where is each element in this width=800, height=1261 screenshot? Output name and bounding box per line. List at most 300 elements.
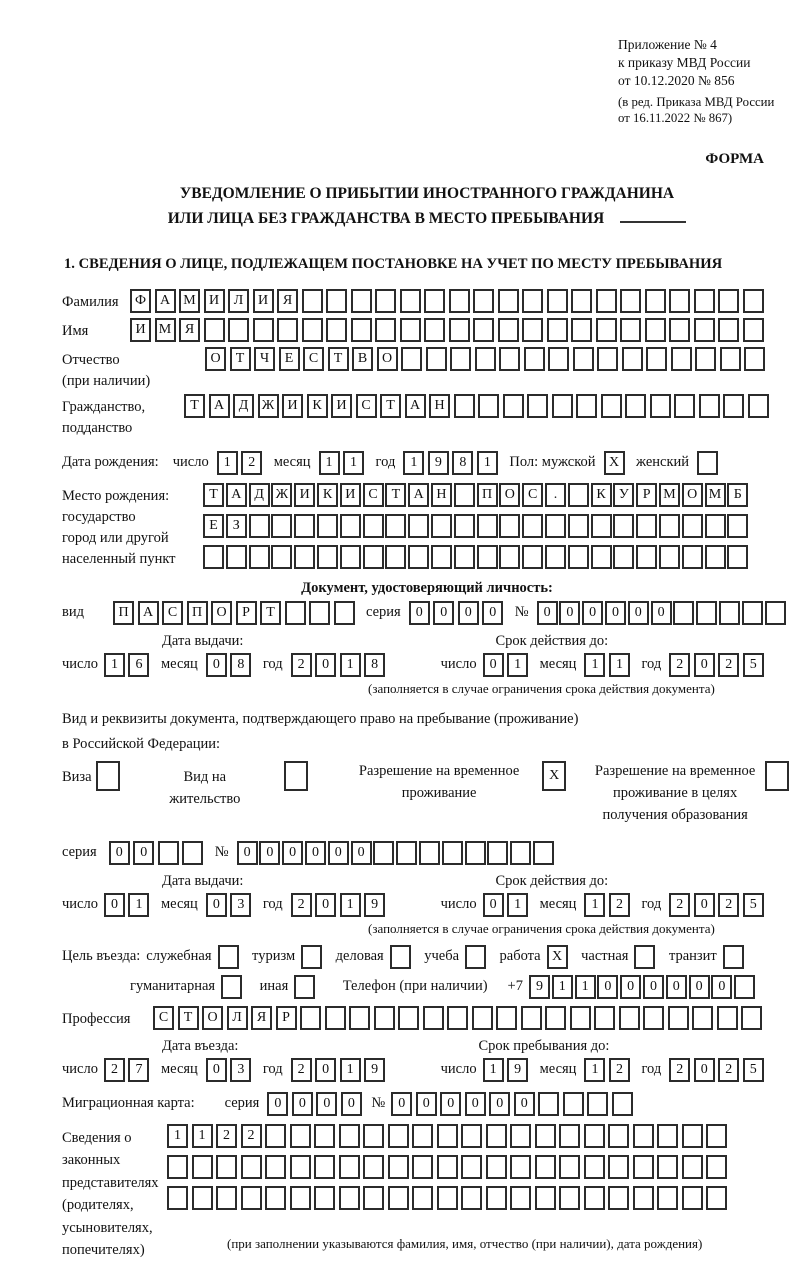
char-cell[interactable] — [349, 1006, 370, 1030]
char-cell[interactable] — [576, 394, 597, 418]
char-cell[interactable]: 0 — [104, 893, 125, 917]
char-cell[interactable] — [461, 1186, 482, 1210]
char-cell[interactable] — [619, 1006, 640, 1030]
purpose-study-checkbox[interactable] — [465, 945, 486, 969]
char-cell[interactable] — [396, 841, 417, 865]
char-cell[interactable] — [742, 601, 763, 625]
char-cell[interactable]: 0 — [689, 975, 710, 999]
char-cell[interactable] — [447, 1006, 468, 1030]
char-cell[interactable] — [454, 483, 475, 507]
char-cell[interactable] — [706, 1186, 727, 1210]
char-cell[interactable] — [659, 545, 680, 569]
char-cell[interactable] — [674, 394, 695, 418]
char-cell[interactable] — [545, 545, 566, 569]
char-cell[interactable] — [571, 289, 592, 313]
char-cell[interactable] — [596, 318, 617, 342]
char-cell[interactable] — [673, 601, 694, 625]
purpose-private-checkbox[interactable] — [634, 945, 655, 969]
char-cell[interactable] — [241, 1186, 262, 1210]
char-cell[interactable]: 0 — [282, 841, 303, 865]
char-cell[interactable]: И — [282, 394, 303, 418]
char-cell[interactable] — [657, 1186, 678, 1210]
char-cell[interactable] — [442, 841, 463, 865]
char-cell[interactable]: 1 — [609, 653, 630, 677]
char-cell[interactable] — [449, 289, 470, 313]
char-cell[interactable] — [510, 1124, 531, 1148]
char-cell[interactable] — [657, 1155, 678, 1179]
char-cell[interactable]: 1 — [192, 1124, 213, 1148]
char-cell[interactable] — [477, 514, 498, 538]
char-cell[interactable] — [625, 394, 646, 418]
char-cell[interactable] — [620, 318, 641, 342]
char-cell[interactable]: М — [705, 483, 726, 507]
char-cell[interactable]: 0 — [465, 1092, 486, 1116]
char-cell[interactable]: С — [162, 601, 183, 625]
char-cell[interactable]: 0 — [206, 1058, 227, 1082]
char-cell[interactable] — [643, 1006, 664, 1030]
char-cell[interactable] — [533, 841, 554, 865]
char-cell[interactable]: Т — [178, 1006, 199, 1030]
char-cell[interactable] — [682, 545, 703, 569]
char-cell[interactable] — [398, 1006, 419, 1030]
char-cell[interactable] — [522, 318, 543, 342]
char-cell[interactable]: 0 — [694, 1058, 715, 1082]
char-cell[interactable]: И — [204, 289, 225, 313]
char-cell[interactable] — [487, 841, 508, 865]
char-cell[interactable] — [748, 394, 769, 418]
char-cell[interactable]: 2 — [241, 1124, 262, 1148]
char-cell[interactable] — [375, 289, 396, 313]
char-cell[interactable] — [522, 545, 543, 569]
char-cell[interactable] — [478, 394, 499, 418]
char-cell[interactable]: 2 — [669, 653, 690, 677]
char-cell[interactable]: 0 — [259, 841, 280, 865]
char-cell[interactable]: Д — [233, 394, 254, 418]
char-cell[interactable] — [326, 318, 347, 342]
char-cell[interactable] — [584, 1155, 605, 1179]
char-cell[interactable] — [226, 545, 247, 569]
char-cell[interactable]: 8 — [230, 653, 251, 677]
char-cell[interactable]: 7 — [128, 1058, 149, 1082]
char-cell[interactable]: Н — [431, 483, 452, 507]
char-cell[interactable]: Р — [276, 1006, 297, 1030]
char-cell[interactable] — [545, 1006, 566, 1030]
char-cell[interactable]: О — [211, 601, 232, 625]
char-cell[interactable]: 1 — [319, 451, 340, 475]
char-cell[interactable]: Б — [727, 483, 748, 507]
char-cell[interactable] — [249, 514, 270, 538]
char-cell[interactable]: Т — [385, 483, 406, 507]
char-cell[interactable] — [612, 1092, 633, 1116]
char-cell[interactable] — [657, 1124, 678, 1148]
char-cell[interactable] — [203, 545, 224, 569]
char-cell[interactable] — [527, 394, 548, 418]
char-cell[interactable] — [388, 1155, 409, 1179]
char-cell[interactable] — [339, 1124, 360, 1148]
char-cell[interactable] — [437, 1124, 458, 1148]
char-cell[interactable] — [265, 1186, 286, 1210]
char-cell[interactable]: 0 — [206, 893, 227, 917]
char-cell[interactable] — [547, 289, 568, 313]
char-cell[interactable]: 1 — [403, 451, 424, 475]
char-cell[interactable] — [294, 545, 315, 569]
char-cell[interactable] — [408, 514, 429, 538]
char-cell[interactable]: 0 — [559, 601, 580, 625]
char-cell[interactable]: 1 — [552, 975, 573, 999]
char-cell[interactable]: 0 — [440, 1092, 461, 1116]
char-cell[interactable]: О — [377, 347, 398, 371]
char-cell[interactable]: 0 — [315, 1058, 336, 1082]
char-cell[interactable]: Т — [184, 394, 205, 418]
temp-residence-edu-checkbox[interactable] — [765, 761, 789, 791]
char-cell[interactable]: 1 — [340, 1058, 361, 1082]
char-cell[interactable]: М — [179, 289, 200, 313]
char-cell[interactable] — [412, 1155, 433, 1179]
char-cell[interactable] — [216, 1155, 237, 1179]
char-cell[interactable]: О — [682, 483, 703, 507]
char-cell[interactable] — [524, 347, 545, 371]
char-cell[interactable] — [290, 1186, 311, 1210]
char-cell[interactable] — [510, 1186, 531, 1210]
char-cell[interactable] — [265, 1124, 286, 1148]
char-cell[interactable]: 9 — [529, 975, 550, 999]
char-cell[interactable] — [228, 318, 249, 342]
char-cell[interactable] — [682, 1124, 703, 1148]
char-cell[interactable]: 0 — [514, 1092, 535, 1116]
char-cell[interactable] — [594, 1006, 615, 1030]
char-cell[interactable] — [744, 347, 765, 371]
char-cell[interactable] — [326, 289, 347, 313]
char-cell[interactable]: 1 — [575, 975, 596, 999]
char-cell[interactable]: 1 — [343, 451, 364, 475]
char-cell[interactable]: Н — [429, 394, 450, 418]
char-cell[interactable] — [671, 347, 692, 371]
char-cell[interactable] — [498, 289, 519, 313]
char-cell[interactable] — [426, 347, 447, 371]
char-cell[interactable]: 1 — [167, 1124, 188, 1148]
char-cell[interactable]: Ж — [271, 483, 292, 507]
male-checkbox[interactable]: X — [604, 451, 625, 475]
char-cell[interactable]: 9 — [507, 1058, 528, 1082]
char-cell[interactable]: 3 — [230, 1058, 251, 1082]
char-cell[interactable] — [646, 347, 667, 371]
char-cell[interactable]: 2 — [718, 653, 739, 677]
char-cell[interactable] — [317, 545, 338, 569]
char-cell[interactable]: О — [205, 347, 226, 371]
char-cell[interactable] — [620, 289, 641, 313]
char-cell[interactable] — [473, 318, 494, 342]
char-cell[interactable] — [285, 601, 306, 625]
char-cell[interactable]: 9 — [428, 451, 449, 475]
char-cell[interactable] — [204, 318, 225, 342]
char-cell[interactable] — [510, 1155, 531, 1179]
char-cell[interactable] — [633, 1124, 654, 1148]
char-cell[interactable] — [374, 1006, 395, 1030]
char-cell[interactable] — [734, 975, 755, 999]
char-cell[interactable] — [388, 1186, 409, 1210]
char-cell[interactable]: 2 — [609, 1058, 630, 1082]
char-cell[interactable] — [705, 545, 726, 569]
char-cell[interactable] — [424, 318, 445, 342]
char-cell[interactable]: 2 — [291, 1058, 312, 1082]
char-cell[interactable] — [437, 1155, 458, 1179]
char-cell[interactable]: А — [226, 483, 247, 507]
char-cell[interactable] — [694, 318, 715, 342]
char-cell[interactable]: О — [202, 1006, 223, 1030]
char-cell[interactable]: О — [499, 483, 520, 507]
char-cell[interactable] — [547, 318, 568, 342]
char-cell[interactable] — [535, 1186, 556, 1210]
char-cell[interactable] — [669, 289, 690, 313]
char-cell[interactable] — [167, 1186, 188, 1210]
char-cell[interactable]: Ф — [130, 289, 151, 313]
char-cell[interactable] — [682, 1186, 703, 1210]
char-cell[interactable] — [499, 545, 520, 569]
char-cell[interactable]: 1 — [217, 451, 238, 475]
char-cell[interactable] — [412, 1124, 433, 1148]
char-cell[interactable]: П — [113, 601, 134, 625]
char-cell[interactable] — [601, 394, 622, 418]
char-cell[interactable] — [334, 601, 355, 625]
char-cell[interactable] — [571, 318, 592, 342]
char-cell[interactable]: 2 — [291, 893, 312, 917]
char-cell[interactable] — [408, 545, 429, 569]
char-cell[interactable]: 0 — [694, 653, 715, 677]
char-cell[interactable]: Ж — [258, 394, 279, 418]
char-cell[interactable] — [596, 289, 617, 313]
char-cell[interactable] — [400, 318, 421, 342]
char-cell[interactable]: Т — [230, 347, 251, 371]
char-cell[interactable] — [694, 289, 715, 313]
char-cell[interactable] — [302, 289, 323, 313]
char-cell[interactable]: 0 — [351, 841, 372, 865]
char-cell[interactable]: 0 — [694, 893, 715, 917]
char-cell[interactable]: 0 — [237, 841, 258, 865]
char-cell[interactable] — [718, 318, 739, 342]
char-cell[interactable]: 8 — [364, 653, 385, 677]
char-cell[interactable]: В — [352, 347, 373, 371]
char-cell[interactable]: Т — [203, 483, 224, 507]
char-cell[interactable] — [584, 1186, 605, 1210]
char-cell[interactable] — [454, 545, 475, 569]
char-cell[interactable] — [498, 318, 519, 342]
char-cell[interactable]: А — [408, 483, 429, 507]
char-cell[interactable] — [290, 1155, 311, 1179]
char-cell[interactable]: 0 — [489, 1092, 510, 1116]
char-cell[interactable] — [535, 1124, 556, 1148]
char-cell[interactable] — [192, 1155, 213, 1179]
char-cell[interactable] — [727, 545, 748, 569]
char-cell[interactable] — [668, 1006, 689, 1030]
char-cell[interactable]: 0 — [651, 601, 672, 625]
char-cell[interactable] — [454, 514, 475, 538]
char-cell[interactable]: 1 — [584, 653, 605, 677]
char-cell[interactable]: З — [226, 514, 247, 538]
char-cell[interactable]: П — [477, 483, 498, 507]
char-cell[interactable] — [158, 841, 179, 865]
char-cell[interactable]: 0 — [711, 975, 732, 999]
char-cell[interactable] — [591, 545, 612, 569]
char-cell[interactable] — [363, 1155, 384, 1179]
char-cell[interactable] — [570, 1006, 591, 1030]
char-cell[interactable]: 0 — [292, 1092, 313, 1116]
char-cell[interactable]: М — [659, 483, 680, 507]
char-cell[interactable] — [559, 1186, 580, 1210]
char-cell[interactable]: И — [253, 289, 274, 313]
char-cell[interactable]: С — [303, 347, 324, 371]
char-cell[interactable] — [385, 514, 406, 538]
char-cell[interactable] — [373, 841, 394, 865]
char-cell[interactable] — [340, 545, 361, 569]
char-cell[interactable] — [521, 1006, 542, 1030]
char-cell[interactable] — [249, 545, 270, 569]
char-cell[interactable] — [277, 318, 298, 342]
char-cell[interactable]: 9 — [364, 1058, 385, 1082]
char-cell[interactable] — [424, 289, 445, 313]
char-cell[interactable]: А — [209, 394, 230, 418]
char-cell[interactable] — [669, 318, 690, 342]
purpose-humanitarian-checkbox[interactable] — [221, 975, 242, 999]
char-cell[interactable]: 0 — [409, 601, 430, 625]
char-cell[interactable] — [290, 1124, 311, 1148]
char-cell[interactable]: 1 — [584, 893, 605, 917]
char-cell[interactable]: И — [130, 318, 151, 342]
char-cell[interactable]: 9 — [364, 893, 385, 917]
char-cell[interactable] — [743, 289, 764, 313]
char-cell[interactable] — [309, 601, 330, 625]
char-cell[interactable]: 1 — [584, 1058, 605, 1082]
char-cell[interactable] — [510, 841, 531, 865]
char-cell[interactable] — [339, 1155, 360, 1179]
char-cell[interactable] — [636, 545, 657, 569]
char-cell[interactable]: Я — [251, 1006, 272, 1030]
char-cell[interactable]: Е — [279, 347, 300, 371]
char-cell[interactable] — [314, 1124, 335, 1148]
char-cell[interactable] — [431, 545, 452, 569]
temp-residence-checkbox[interactable]: X — [542, 761, 566, 791]
char-cell[interactable]: 5 — [743, 1058, 764, 1082]
char-cell[interactable]: Ч — [254, 347, 275, 371]
char-cell[interactable]: А — [155, 289, 176, 313]
char-cell[interactable] — [449, 318, 470, 342]
char-cell[interactable]: 2 — [216, 1124, 237, 1148]
char-cell[interactable]: 0 — [582, 601, 603, 625]
char-cell[interactable] — [461, 1124, 482, 1148]
char-cell[interactable] — [692, 1006, 713, 1030]
char-cell[interactable]: 0 — [482, 601, 503, 625]
purpose-official-checkbox[interactable] — [218, 945, 239, 969]
char-cell[interactable] — [486, 1124, 507, 1148]
char-cell[interactable]: 0 — [483, 893, 504, 917]
char-cell[interactable] — [472, 1006, 493, 1030]
purpose-tourism-checkbox[interactable] — [301, 945, 322, 969]
visa-checkbox[interactable] — [96, 761, 120, 791]
char-cell[interactable] — [696, 601, 717, 625]
char-cell[interactable] — [477, 545, 498, 569]
char-cell[interactable] — [719, 601, 740, 625]
char-cell[interactable] — [475, 347, 496, 371]
char-cell[interactable]: Т — [380, 394, 401, 418]
char-cell[interactable] — [437, 1186, 458, 1210]
char-cell[interactable]: К — [307, 394, 328, 418]
char-cell[interactable]: 6 — [128, 653, 149, 677]
char-cell[interactable]: Р — [236, 601, 257, 625]
char-cell[interactable] — [765, 601, 786, 625]
char-cell[interactable]: А — [138, 601, 159, 625]
char-cell[interactable] — [706, 1155, 727, 1179]
char-cell[interactable] — [706, 1124, 727, 1148]
char-cell[interactable] — [636, 514, 657, 538]
char-cell[interactable]: 0 — [133, 841, 154, 865]
char-cell[interactable]: Л — [228, 289, 249, 313]
char-cell[interactable] — [294, 514, 315, 538]
char-cell[interactable]: 0 — [391, 1092, 412, 1116]
char-cell[interactable]: К — [317, 483, 338, 507]
char-cell[interactable]: 1 — [340, 893, 361, 917]
char-cell[interactable]: К — [591, 483, 612, 507]
char-cell[interactable] — [645, 318, 666, 342]
char-cell[interactable] — [720, 347, 741, 371]
char-cell[interactable] — [587, 1092, 608, 1116]
char-cell[interactable] — [682, 514, 703, 538]
char-cell[interactable]: 2 — [718, 1058, 739, 1082]
char-cell[interactable]: 2 — [718, 893, 739, 917]
char-cell[interactable]: 2 — [669, 1058, 690, 1082]
char-cell[interactable] — [695, 347, 716, 371]
char-cell[interactable]: 0 — [328, 841, 349, 865]
char-cell[interactable]: Л — [227, 1006, 248, 1030]
char-cell[interactable] — [568, 545, 589, 569]
char-cell[interactable]: 0 — [315, 893, 336, 917]
char-cell[interactable] — [597, 347, 618, 371]
char-cell[interactable]: 0 — [109, 841, 130, 865]
purpose-business-checkbox[interactable] — [390, 945, 411, 969]
char-cell[interactable] — [351, 289, 372, 313]
char-cell[interactable]: М — [155, 318, 176, 342]
char-cell[interactable]: 0 — [537, 601, 558, 625]
char-cell[interactable] — [568, 483, 589, 507]
char-cell[interactable]: 0 — [597, 975, 618, 999]
char-cell[interactable] — [388, 1124, 409, 1148]
char-cell[interactable] — [314, 1186, 335, 1210]
char-cell[interactable] — [584, 1124, 605, 1148]
char-cell[interactable]: 1 — [483, 1058, 504, 1082]
char-cell[interactable] — [659, 514, 680, 538]
purpose-other-checkbox[interactable] — [294, 975, 315, 999]
char-cell[interactable]: 2 — [104, 1058, 125, 1082]
char-cell[interactable] — [300, 1006, 321, 1030]
char-cell[interactable] — [499, 347, 520, 371]
char-cell[interactable]: 2 — [609, 893, 630, 917]
char-cell[interactable] — [503, 394, 524, 418]
char-cell[interactable] — [363, 1124, 384, 1148]
char-cell[interactable] — [486, 1186, 507, 1210]
char-cell[interactable] — [317, 514, 338, 538]
char-cell[interactable] — [325, 1006, 346, 1030]
char-cell[interactable] — [522, 289, 543, 313]
char-cell[interactable] — [473, 289, 494, 313]
char-cell[interactable]: 8 — [452, 451, 473, 475]
char-cell[interactable] — [363, 1186, 384, 1210]
char-cell[interactable]: 1 — [477, 451, 498, 475]
char-cell[interactable]: 2 — [241, 451, 262, 475]
char-cell[interactable] — [241, 1155, 262, 1179]
char-cell[interactable] — [461, 1155, 482, 1179]
char-cell[interactable]: 0 — [620, 975, 641, 999]
char-cell[interactable] — [650, 394, 671, 418]
char-cell[interactable]: Д — [249, 483, 270, 507]
char-cell[interactable] — [192, 1186, 213, 1210]
